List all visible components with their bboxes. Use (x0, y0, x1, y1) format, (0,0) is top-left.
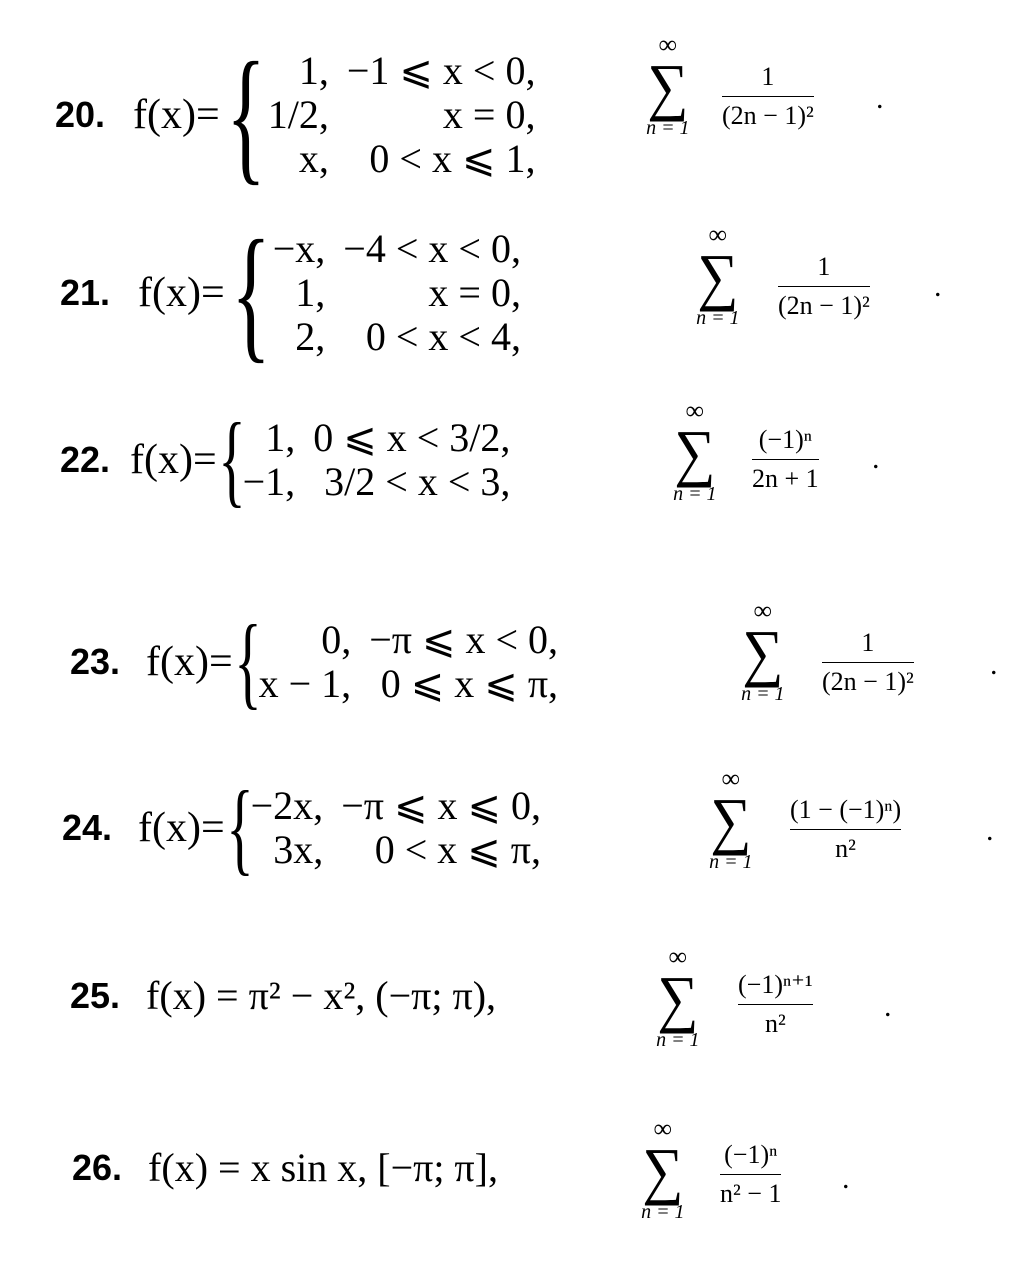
case-condition: −π ⩽ x ⩽ 0, (341, 783, 541, 828)
denominator: 2n + 1 (752, 464, 819, 493)
case-condition: −4 < x < 0, (343, 226, 521, 271)
case-value: x − 1, (258, 661, 352, 706)
problem-number: 26. (72, 1146, 123, 1188)
case-condition: −π ⩽ x < 0, (369, 617, 559, 662)
series-term (822, 628, 914, 697)
problem-24 (62, 770, 541, 885)
end-period: . (990, 648, 998, 681)
series-term (738, 970, 813, 1039)
sum-lower-limit: n = 1 (696, 307, 740, 329)
problem-number: 23. (70, 641, 121, 682)
sum-lower-limit: n = 1 (641, 1201, 685, 1223)
summation (672, 398, 718, 506)
case-value: 1, (295, 270, 326, 315)
case-value: x, (298, 136, 329, 181)
summation (645, 32, 691, 140)
denominator: (2n − 1)² (722, 101, 814, 130)
left-brace: { (225, 32, 266, 198)
sum-upper-limit: ∞ (668, 942, 688, 971)
numerator: (−1)ⁿ⁺¹ (738, 970, 813, 999)
sigma-symbol: ∑ (674, 417, 716, 488)
function-label: f(x)= (138, 805, 225, 851)
case-value: −2x, (250, 783, 324, 828)
series-term (790, 795, 901, 864)
problem-number: 22. (60, 439, 111, 480)
summation (695, 222, 741, 330)
fraction-bar (822, 662, 914, 663)
numerator: 1 (817, 252, 831, 281)
denominator: (2n − 1)² (822, 667, 914, 696)
case-value: −x, (272, 226, 326, 271)
end-period: . (934, 270, 942, 303)
fraction-bar (752, 459, 819, 460)
problem-21 (60, 210, 521, 376)
problem-25 (70, 972, 496, 1019)
function-label: f(x)= (130, 437, 217, 483)
end-period: . (872, 442, 880, 475)
left-brace: { (233, 604, 262, 719)
case-value: 1, (265, 415, 296, 460)
left-brace: { (217, 402, 246, 517)
piecewise-cases (273, 227, 521, 359)
series-term (752, 425, 819, 494)
function-label: f(x)= (146, 639, 233, 685)
series-term (778, 252, 870, 321)
series-term (720, 1140, 781, 1209)
function-label: f(x)= (133, 92, 220, 138)
numerator: 1 (861, 628, 875, 657)
fraction-bar (722, 96, 814, 97)
end-period: . (876, 82, 884, 115)
piecewise-cases (243, 416, 511, 504)
case-condition: 3/2 < x < 3, (324, 459, 511, 504)
numerator: (−1)ⁿ (758, 425, 812, 454)
sum-upper-limit: ∞ (708, 220, 728, 249)
problem-number: 24. (62, 807, 113, 848)
piecewise-cases (268, 49, 536, 181)
sigma-symbol: ∑ (657, 963, 699, 1034)
left-brace: { (230, 210, 271, 376)
function-definition: f(x) = π² − x², (−π; π), (146, 973, 497, 1018)
problem-23 (70, 604, 559, 719)
end-period: . (842, 1162, 850, 1195)
sigma-symbol: ∑ (742, 617, 784, 688)
sum-lower-limit: n = 1 (646, 117, 690, 139)
piecewise-cases (259, 618, 558, 706)
fraction-bar (738, 1004, 813, 1005)
case-value: 1, (298, 48, 329, 93)
series-term (722, 62, 814, 131)
case-condition: 0 ⩽ x < 3/2, (313, 415, 511, 460)
problem-number: 25. (70, 974, 121, 1016)
sigma-symbol: ∑ (642, 1135, 684, 1206)
case-condition: x = 0, (428, 270, 521, 315)
summation (708, 766, 754, 874)
case-condition: 0 < x < 4, (365, 314, 521, 359)
summation (655, 944, 701, 1052)
sum-lower-limit: n = 1 (709, 851, 753, 873)
sigma-symbol: ∑ (697, 241, 739, 312)
sum-upper-limit: ∞ (685, 396, 705, 425)
fraction-bar (790, 829, 901, 830)
function-definition: f(x) = x sin x, [−π; π], (148, 1145, 498, 1190)
problem-22 (60, 402, 511, 517)
sigma-symbol: ∑ (710, 785, 752, 856)
numerator: (−1)ⁿ (724, 1140, 778, 1169)
case-value: 1/2, (267, 92, 329, 137)
denominator: n² (764, 1009, 786, 1038)
left-brace: { (225, 770, 254, 885)
sum-upper-limit: ∞ (653, 1114, 673, 1143)
denominator: n² (835, 834, 856, 863)
sum-upper-limit: ∞ (753, 596, 773, 625)
case-condition: 0 ⩽ x ⩽ π, (380, 661, 559, 706)
summation (740, 598, 786, 706)
problem-number: 20. (55, 94, 106, 135)
numerator: (1 − (−1)ⁿ) (790, 795, 902, 824)
sum-upper-limit: ∞ (658, 30, 678, 59)
denominator: (2n − 1)² (778, 291, 870, 320)
problem-20 (55, 32, 536, 198)
fraction-bar (778, 286, 870, 287)
case-value: 2, (295, 314, 326, 359)
case-condition: 0 < x ⩽ 1, (369, 136, 536, 181)
sum-lower-limit: n = 1 (656, 1029, 700, 1051)
fraction-bar (720, 1174, 781, 1175)
function-label: f(x)= (138, 270, 225, 316)
end-period: . (884, 990, 892, 1023)
sum-lower-limit: n = 1 (741, 683, 785, 705)
case-condition: x = 0, (442, 92, 536, 137)
numerator: 1 (761, 62, 775, 91)
sum-upper-limit: ∞ (721, 764, 741, 793)
case-value: 3x, (273, 827, 324, 872)
problem-26 (72, 1144, 498, 1191)
end-period: . (986, 814, 994, 847)
sigma-symbol: ∑ (647, 51, 689, 122)
piecewise-cases (251, 784, 541, 872)
case-condition: 0 < x ⩽ π, (374, 827, 541, 872)
case-condition: −1 ⩽ x < 0, (346, 48, 536, 93)
problem-number: 21. (60, 272, 111, 313)
case-value: 0, (321, 617, 352, 662)
sum-lower-limit: n = 1 (673, 483, 717, 505)
denominator: n² − 1 (720, 1179, 782, 1208)
summation (640, 1116, 686, 1224)
case-value: −1, (242, 459, 296, 504)
